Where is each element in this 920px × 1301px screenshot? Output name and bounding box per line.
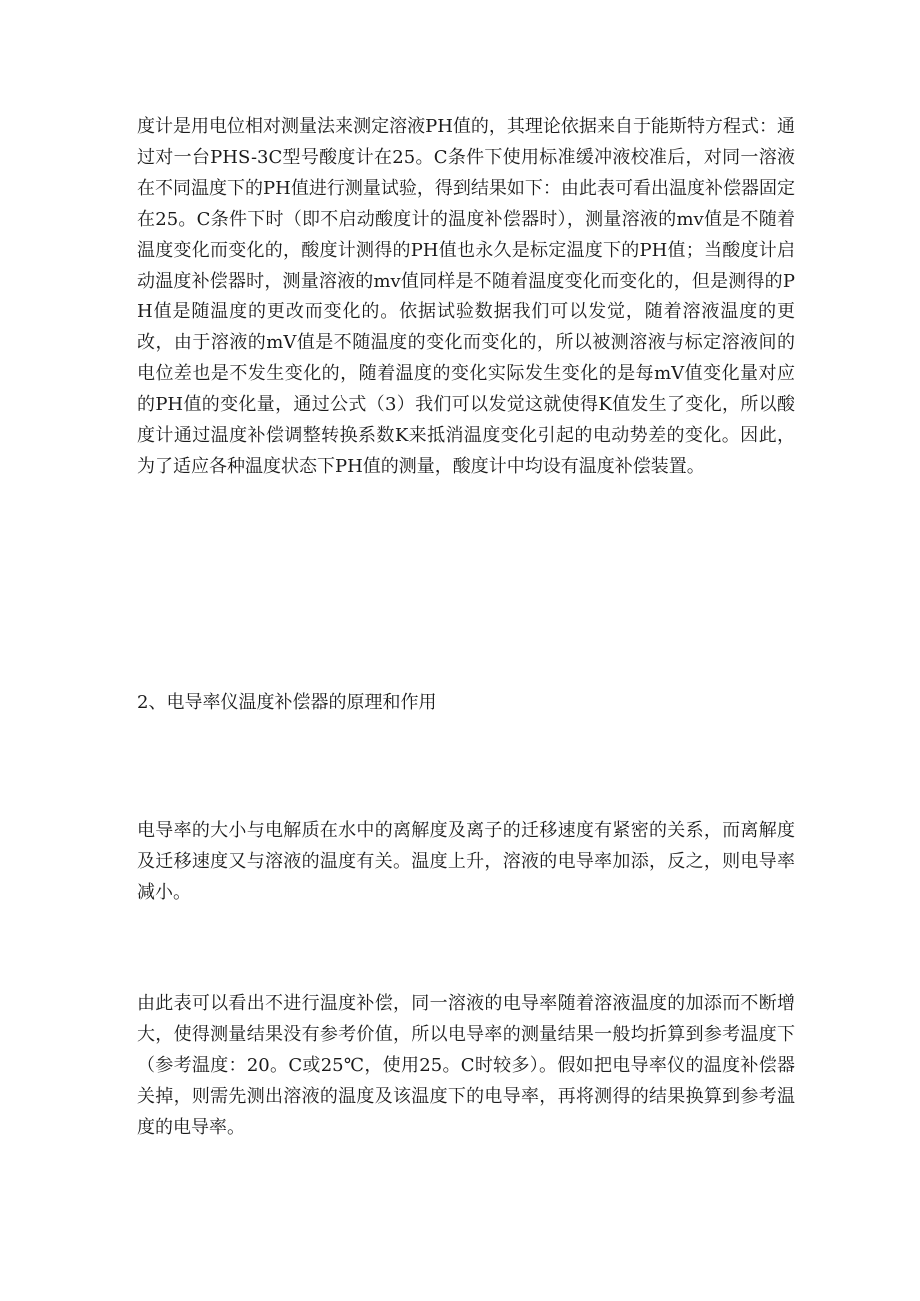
- paragraph-reference-temperature: 由此表可以看出不进行温度补偿，同一溶液的电导率随着溶液温度的加添而不断增大，使得测量结果没有参考价值，所以电导率的测量结果一般均折算到参考温度下（参考温度：20。C或25℃，使用25。C时较多）。假如把电导率仪的温度补偿器关掉，则需先测出溶液的温度及该温度下的电导率，再将测得的结果换算到参考温度的电导率。: [137, 993, 795, 1138]
- paragraph-conductivity-factors: 电导率的大小与电解质在水中的离解度及离子的迁移速度有紧密的关系，而离解度及迁移速度又与溶液的温度有关。温度上升，溶液的电导率加添，反之，则电导率减小。: [137, 820, 795, 903]
- paragraph-ph-temperature-compensation: 度计是用电位相对测量法来测定溶液PH值的，其理论依据来自于能斯特方程式：通过对一台PHS-3C型号酸度计在25。C条件下使用标准缓冲液校准后，对同一溶液在不同温度下的PH值进行测量试验，得到结果如下：由此表可看出温度补偿器固定在25。C条件下时（即不启动酸度计的温度补偿器时），测量溶液的mv值是不随着温度变化而变化的，酸度计测得的PH值也永久是标定温度下的PH值；当酸度计启动温度补偿器时，测量溶液的mv值同样是不随着温度变化而变化的，但是测得的PH值是随温度的更改而变化的。依据试验数据我们可以发觉，随着溶液温度的更改，由于溶液的mV值是不随温度的变化而变化的，所以被测溶液与标定溶液间的电位差也是不发生变化的，随着温度的变化实际发生变化的是每mV值变化量对应的PH值的变化量，通过公式（3）我们可以发觉这就使得K值发生了变化，所以酸度计通过温度补偿调整转换系数K来抵消温度变化引起的电动势差的变化。因此，为了适应各种温度状态下PH值的测量，酸度计中均设有温度补偿装置。: [137, 116, 795, 477]
- section-heading-conductivity: 2、电导率仪温度补偿器的原理和作用: [137, 692, 437, 713]
